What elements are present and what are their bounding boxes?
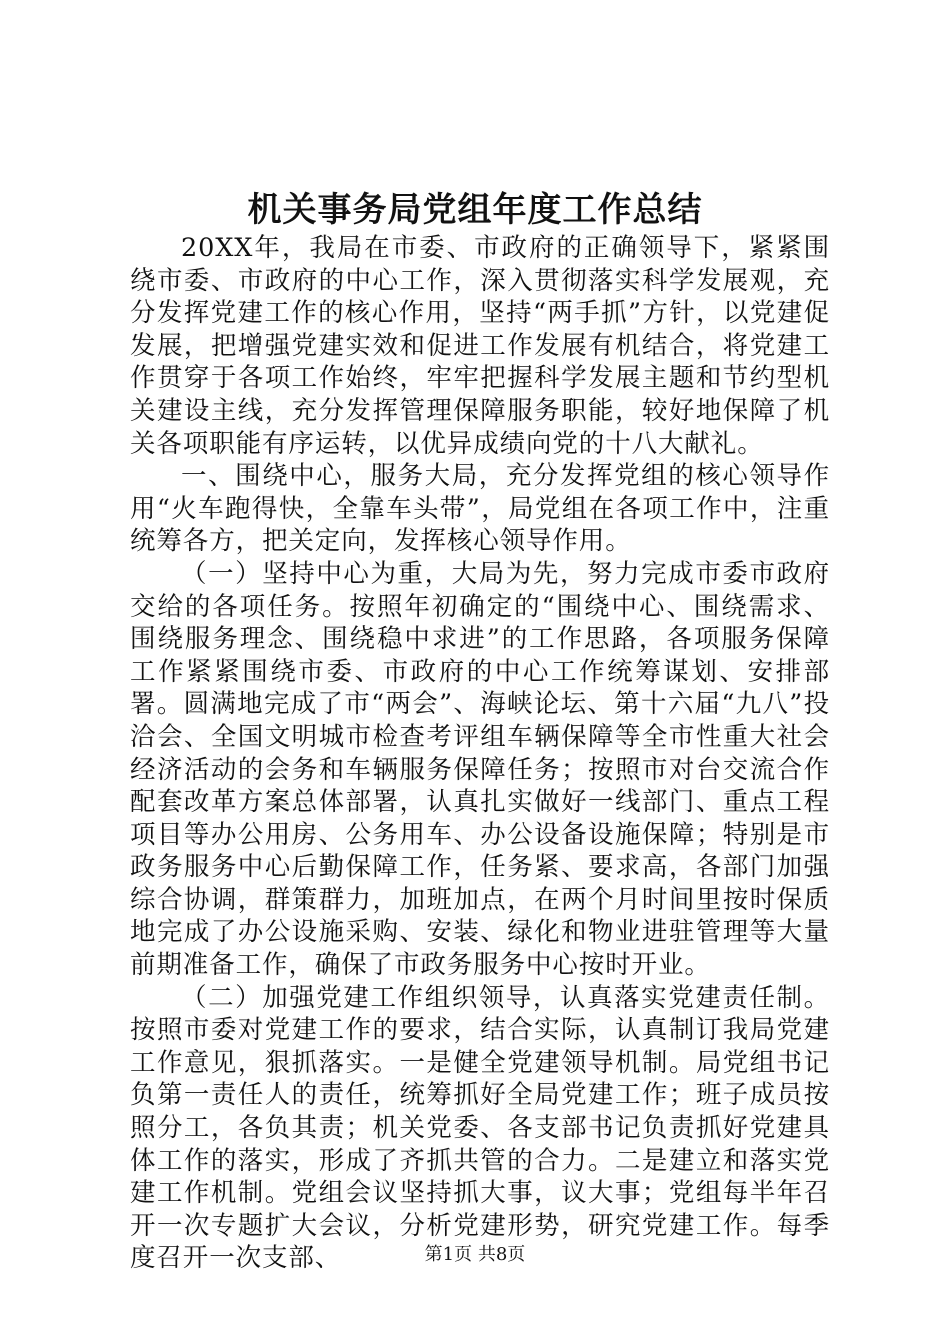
paragraph-item-1: （一）坚持中心为重，大局为先，努力完成市委市政府交给的各项任务。按照年初确定的“围绕中心、围绕需求、围绕服务理念、围绕稳中求进”的工作思路，各项服务保障工作紧紧围绕市委、市政府的中心工作统筹谋划、安排部署。圆满地完成了市“两会”、海峡论坛、第十六届“九八”投洽会、全国文明城市检查考评组车辆保障等全市性重大社会经济活动的会务和车辆服务保障任务；按照市对台交流合作配套改革方案总体部署，认真扎实做好一线部门、重点工程项目等办公用房、公务用车、办公设备设施保障；特别是市政务服务中心后勤保障工作，任务紧、要求高，各部门加强综合协调，群策群力，加班加点，在两个月时间里按时保质地完成了办公设施采购、安装、绿化和物业进驻管理等大量前期准备工作，确保了市政务服务中心按时开业。: [130, 558, 830, 981]
document-title: 机关事务局党组年度工作总结: [247, 190, 703, 230]
page-footer: 第1页 共8页: [424, 1244, 526, 1265]
document-body: [130, 232, 830, 1275]
paragraph-item-2: （二）加强党建工作组织领导，认真落实党建责任制。按照市委对党建工作的要求，结合实际，认真制订我局党建工作意见，狠抓落实。一是健全党建领导机制。局党组书记负第一责任人的责任，统筹抓好全局党建工作；班子成员按照分工，各负其责；机关党委、各支部书记负责抓好党建具体工作的落实，形成了齐抓共管的合力。二是建立和落实党建工作机制。党组会议坚持抓大事，议大事；党组每半年召开一次专题扩大会议，分析党建形势，研究党建工作。每季度召开一次支部、: [130, 982, 830, 1274]
paragraph-section-1: 一、围绕中心，服务大局，充分发挥党组的核心领导作用“火车跑得快，全靠车头带”，局党组在各项工作中，注重统筹各方，把关定向，发挥核心领导作用。: [130, 461, 830, 557]
paragraph-intro: 20XX年，我局在市委、市政府的正确领导下，紧紧围绕市委、市政府的中心工作，深入贯彻落实科学发展观，充分发挥党建工作的核心作用，坚持“两手抓”方针，以党建促发展，把增强党建实效和促进工作发展有机结合，将党建工作贯穿于各项工作始终，牢牢把握科学发展主题和节约型机关建设主线，充分发挥管理保障服务职能，较好地保障了机关各项职能有序运转，以优异成绩向党的十八大献礼。: [130, 233, 830, 459]
